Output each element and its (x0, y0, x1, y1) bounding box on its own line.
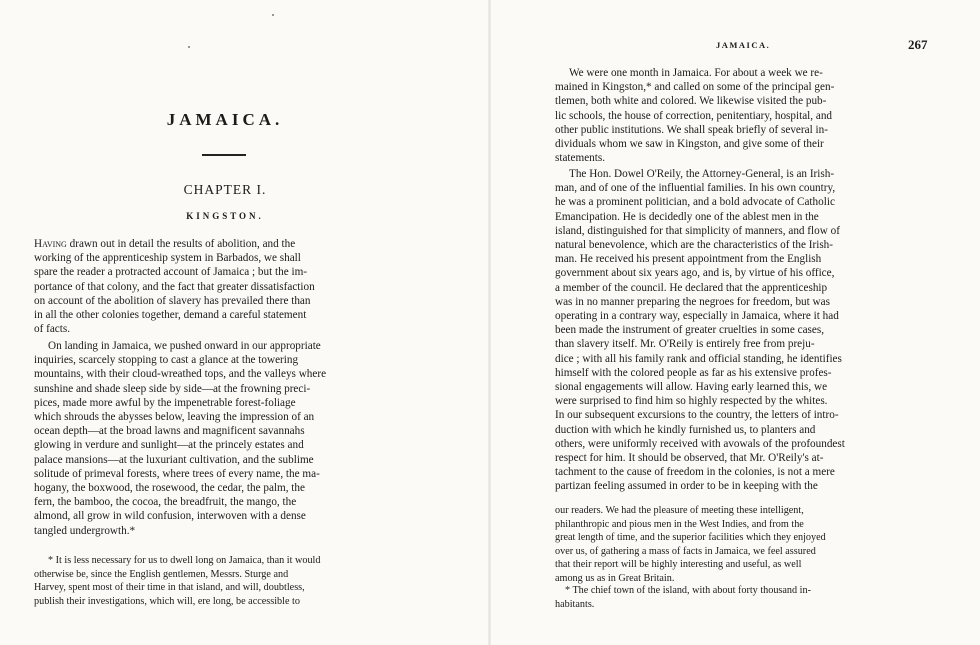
chapter-heading: CHAPTER I. (183, 182, 267, 197)
footnote-continuation: our readers. We had the pleasure of meeting these intelligent, philanthropic and pious men in the West Indies, and from the great length of time, and the superior facilities which they enjoyed over us, of gathering a mass of facts in Jamaica, we feel assured that their report will be highly interesting and useful, as well among us as in Great Britain. (555, 505, 826, 584)
drop-word: Having (34, 238, 67, 250)
print-speck (188, 46, 190, 48)
footnote: * It is less necessary for us to dwell long on Jamaica, than it would otherwise be, since the English gentlemen, Messrs. Sturge and Harvey, spent most of their time in that island, and will, doubtless, publish their investigations, which will, ere long, be accessible to (34, 555, 321, 607)
page-title: JAMAICA. (166, 110, 284, 129)
paragraph-1: We were one month in Jamaica. For about a week we re- mained in Kingston,* and called on some of the principal gen- tlemen, both white and colored. We likewise visited the pub- lic schools, the house of correction, penitentiary, hospital, and other public institutions. We shall speak briefly of several in- dividuals whom we saw in Kingston, and give some of their statements. (555, 67, 835, 165)
page-number: 267 (908, 37, 928, 52)
paragraph-1-text: drawn out in detail the results of abolition, and the working of the apprenticeship system in Barbados, we shall spare the reader a protracted account of Jamaica ; but the im- portance of that colony, and the fact that greater dissatisfaction on account of the abolition of slavery has prevailed there than in all the other colonies together, demand a careful statement of facts. (34, 238, 315, 336)
paragraph-2: The Hon. Dowel O'Reily, the Attorney-General, is an Irish- man, and of one of the influential families. In his own country, he was a prominent politician, and a bold advocate of Catholic Emancipation. He is decidedly one of the ablest men in the island, distinguished for that simplicity of manners, and flow of natural benevolence, which are the characteristics of the Irish- man. He received his present appointment from the English government about six years ago, and is, by virtue of his office, a member of the council. He declared that the apprenticeship was in no manner preparing the negroes for freedom, but was operating in a contrary way, especially in Jamaica, where it had been made the instrument of greater cruelties in some cases, than slavery itself. Mr. O'Reily is entirely free from preju- dice ; with all his family rank and official standing, he identifies himself with the colored people as far as his extensive profes- sional engagements will allow. Having early learned this, we were surprised to find him so highly respected by the whites. In our subsequent excursions to the country, the letters of intro- duction with which he kindly furnished us, to planters and others, were uniformly received with avowals of the profoundest respect for him. It should be observed, that Mr. O'Reily's at- tachment to the cause of freedom in the colonies, is not a mere partizan feeling assumed in order to be in keeping with the (555, 168, 845, 493)
paragraph-2: On landing in Jamaica, we pushed onward in our appropriate inquiries, scarcely stopping to cast a glance at the towering mountains, with their cloud-wreathed tops, and the valleys where sunshine and shade sleep side by side—at the frowning preci- pices, made more awful by the impenetrable forest-foliage which shrouds the abysses below, leaving the impression of an ocean depth—at the broad lawns and magnificent savannahs glowing in verdure and sunlight—at the princely estates and palace mansions—at the luxuriant cultivation, and the sublime solitude of primeval forests, where trees of every name, the ma- hogany, the boxwood, the rosewood, the cedar, the palm, the fern, the bamboo, the cocoa, the breadfruit, the mango, the almond, all grow in wild confusion, interwoven with a dense tangled undergrowth.* (34, 340, 327, 537)
title-rule (202, 154, 246, 156)
footnote: * The chief town of the island, with about forty thousand in- habitants. (555, 585, 811, 610)
paragraph-1 (34, 237, 417, 336)
chapter-subheading: KINGSTON. (186, 211, 264, 221)
print-speck (272, 14, 274, 16)
running-head: JAMAICA. (716, 40, 771, 50)
